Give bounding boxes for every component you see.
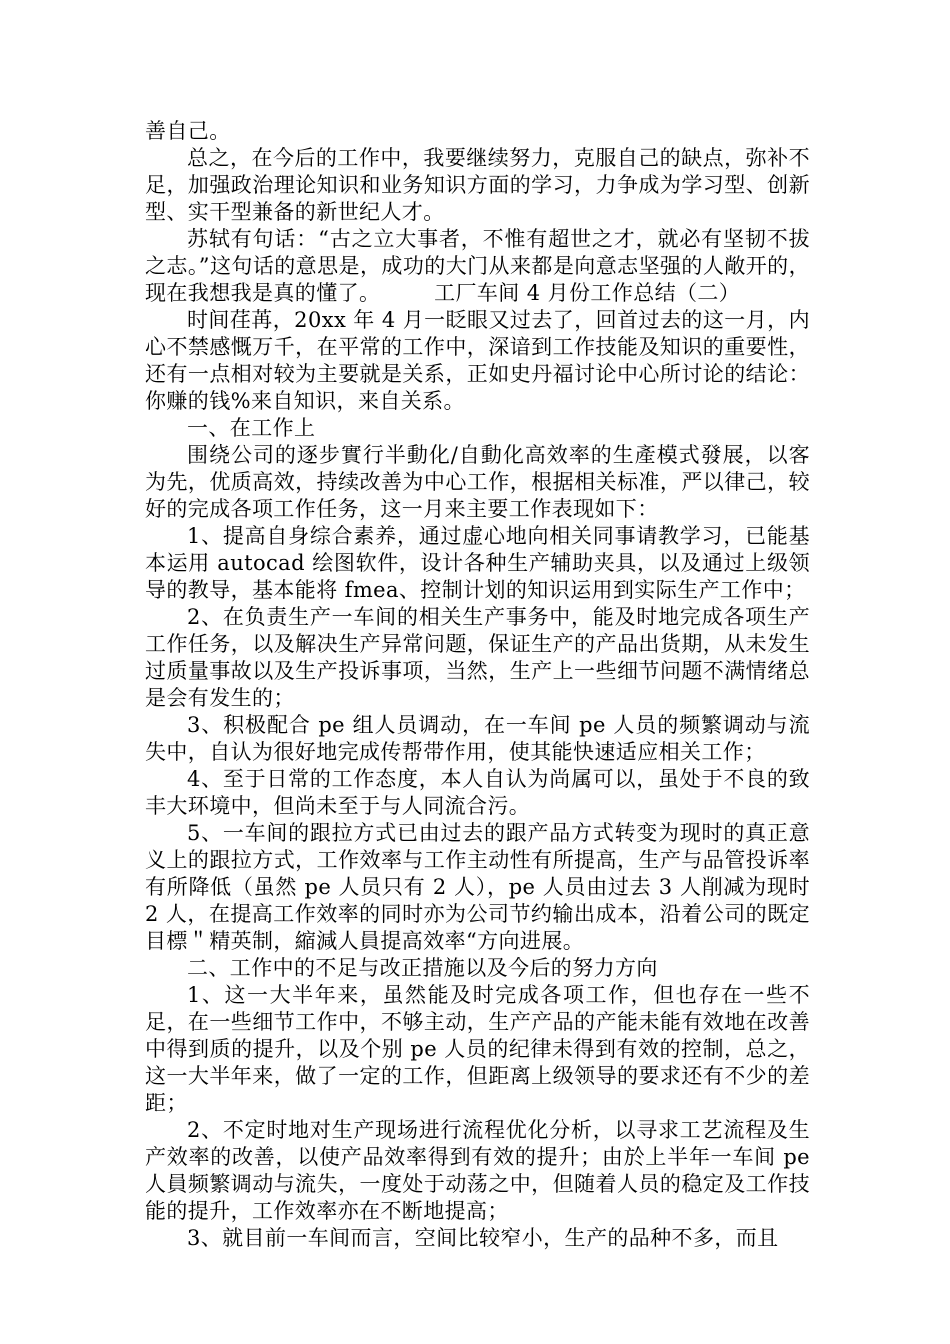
- paragraph-quote: 苏轼有句话：“古之立大事者，不惟有超世之才，就必有坚韧不拔之志。”这句话的意思是，成功的大门从来都是向意志坚强的人敞开的，现在我想我是真的懂了。 工厂车间 4 月份工作总结（二）: [145, 227, 810, 305]
- improvement-item-2: 2、不定时地对生产现场进行流程优化分析，以寻求工艺流程及生产效率的改善，以使产品效率得到有效的提升；由於上半年一车间 pe 人員频繁调动与流失，一度处于动荡之中，但随着人员的稳定及工作技能的提升，工作效率亦在不断地提高；: [145, 1118, 810, 1223]
- paragraph-conclusion: 总之，在今后的工作中，我要继续努力，克服自己的缺点，弥补不足，加强政治理论知识和业务知识方面的学习，力争成为学习型、创新型、实干型兼备的新世纪人才。: [145, 146, 810, 224]
- list-item-1: 1、提高自身综合素养，通过虚心地向相关同事请教学习，已能基本运用 autocad 绘图软件，设计各种生产辅助夹具，以及通过上级领导的教导，基本能将 fmea、控制计划的知识运用到实际生产工作中；: [145, 524, 810, 602]
- paragraph-intro: 时间荏苒，20xx 年 4 月一眨眼又过去了，回首过去的这一月，内心不禁感慨万千，在平常的工作中，深谙到工作技能及知识的重要性，还有一点相对较为主要就是关系，正如史丹福讨论中心所讨论的结论：你赚的钱%来自知识，来自关系。: [145, 308, 810, 413]
- improvement-item-3: 3、就目前一车间而言，空间比较窄小，生产的品种不多，而且: [187, 1226, 779, 1250]
- section-heading-improvement: 二、工作中的不足与改正措施以及今后的努力方向: [187, 956, 658, 980]
- section-heading-work: 一、在工作上: [187, 416, 316, 440]
- list-item-2: 2、在负责生产一车间的相关生产事务中，能及时地完成各项生产工作任务，以及解决生产异常问题，保证生产的产品出货期，从未发生过质量事故以及生产投诉事项，当然，生产上一些细节问题不满情绪总是会有发生的；: [145, 605, 810, 710]
- paragraph-continuation: 善自己。: [145, 119, 231, 143]
- document-body: [145, 118, 810, 1252]
- list-item-4: 4、至于日常的工作态度，本人自认为尚属可以，虽处于不良的致丰大环境中，但尚未至于与人同流合污。: [145, 767, 810, 818]
- improvement-item-1: 1、这一大半年来，虽然能及时完成各项工作，但也存在一些不足，在一些细节工作中，不够主动，生产产品的产能未能有效地在改善中得到质的提升，以及个别 pe 人员的纪律未得到有效的控制，总之，这一大半年来，做了一定的工作，但距离上级领导的要求还有不少的差距；: [145, 983, 810, 1115]
- paragraph-overview: 围绕公司的逐步實行半動化/自動化高效率的生產模式發展，以客为先，优质高效，持续改善为中心工作，根据相关标准，严以律己，较好的完成各项工作任务，这一月来主要工作表现如下：: [145, 443, 810, 521]
- list-item-5: 5、一车间的跟拉方式已由过去的跟产品方式转变为现时的真正意义上的跟拉方式，工作效率与工作主动性有所提高，生产与品管投诉率有所降低（虽然 pe 人员只有 2 人），pe 人员由过去 3 人削减为现时 2 人，在提高工作效率的同时亦为公司节约输出成本，沿着公司的既定目標＂精英制，縮減人員提高效率“方向进展。: [145, 821, 810, 953]
- list-item-3: 3、积极配合 pe 组人员调动，在一车间 pe 人员的频繁调动与流失中，自认为很好地完成传帮带作用，使其能快速适应相关工作；: [145, 713, 810, 764]
